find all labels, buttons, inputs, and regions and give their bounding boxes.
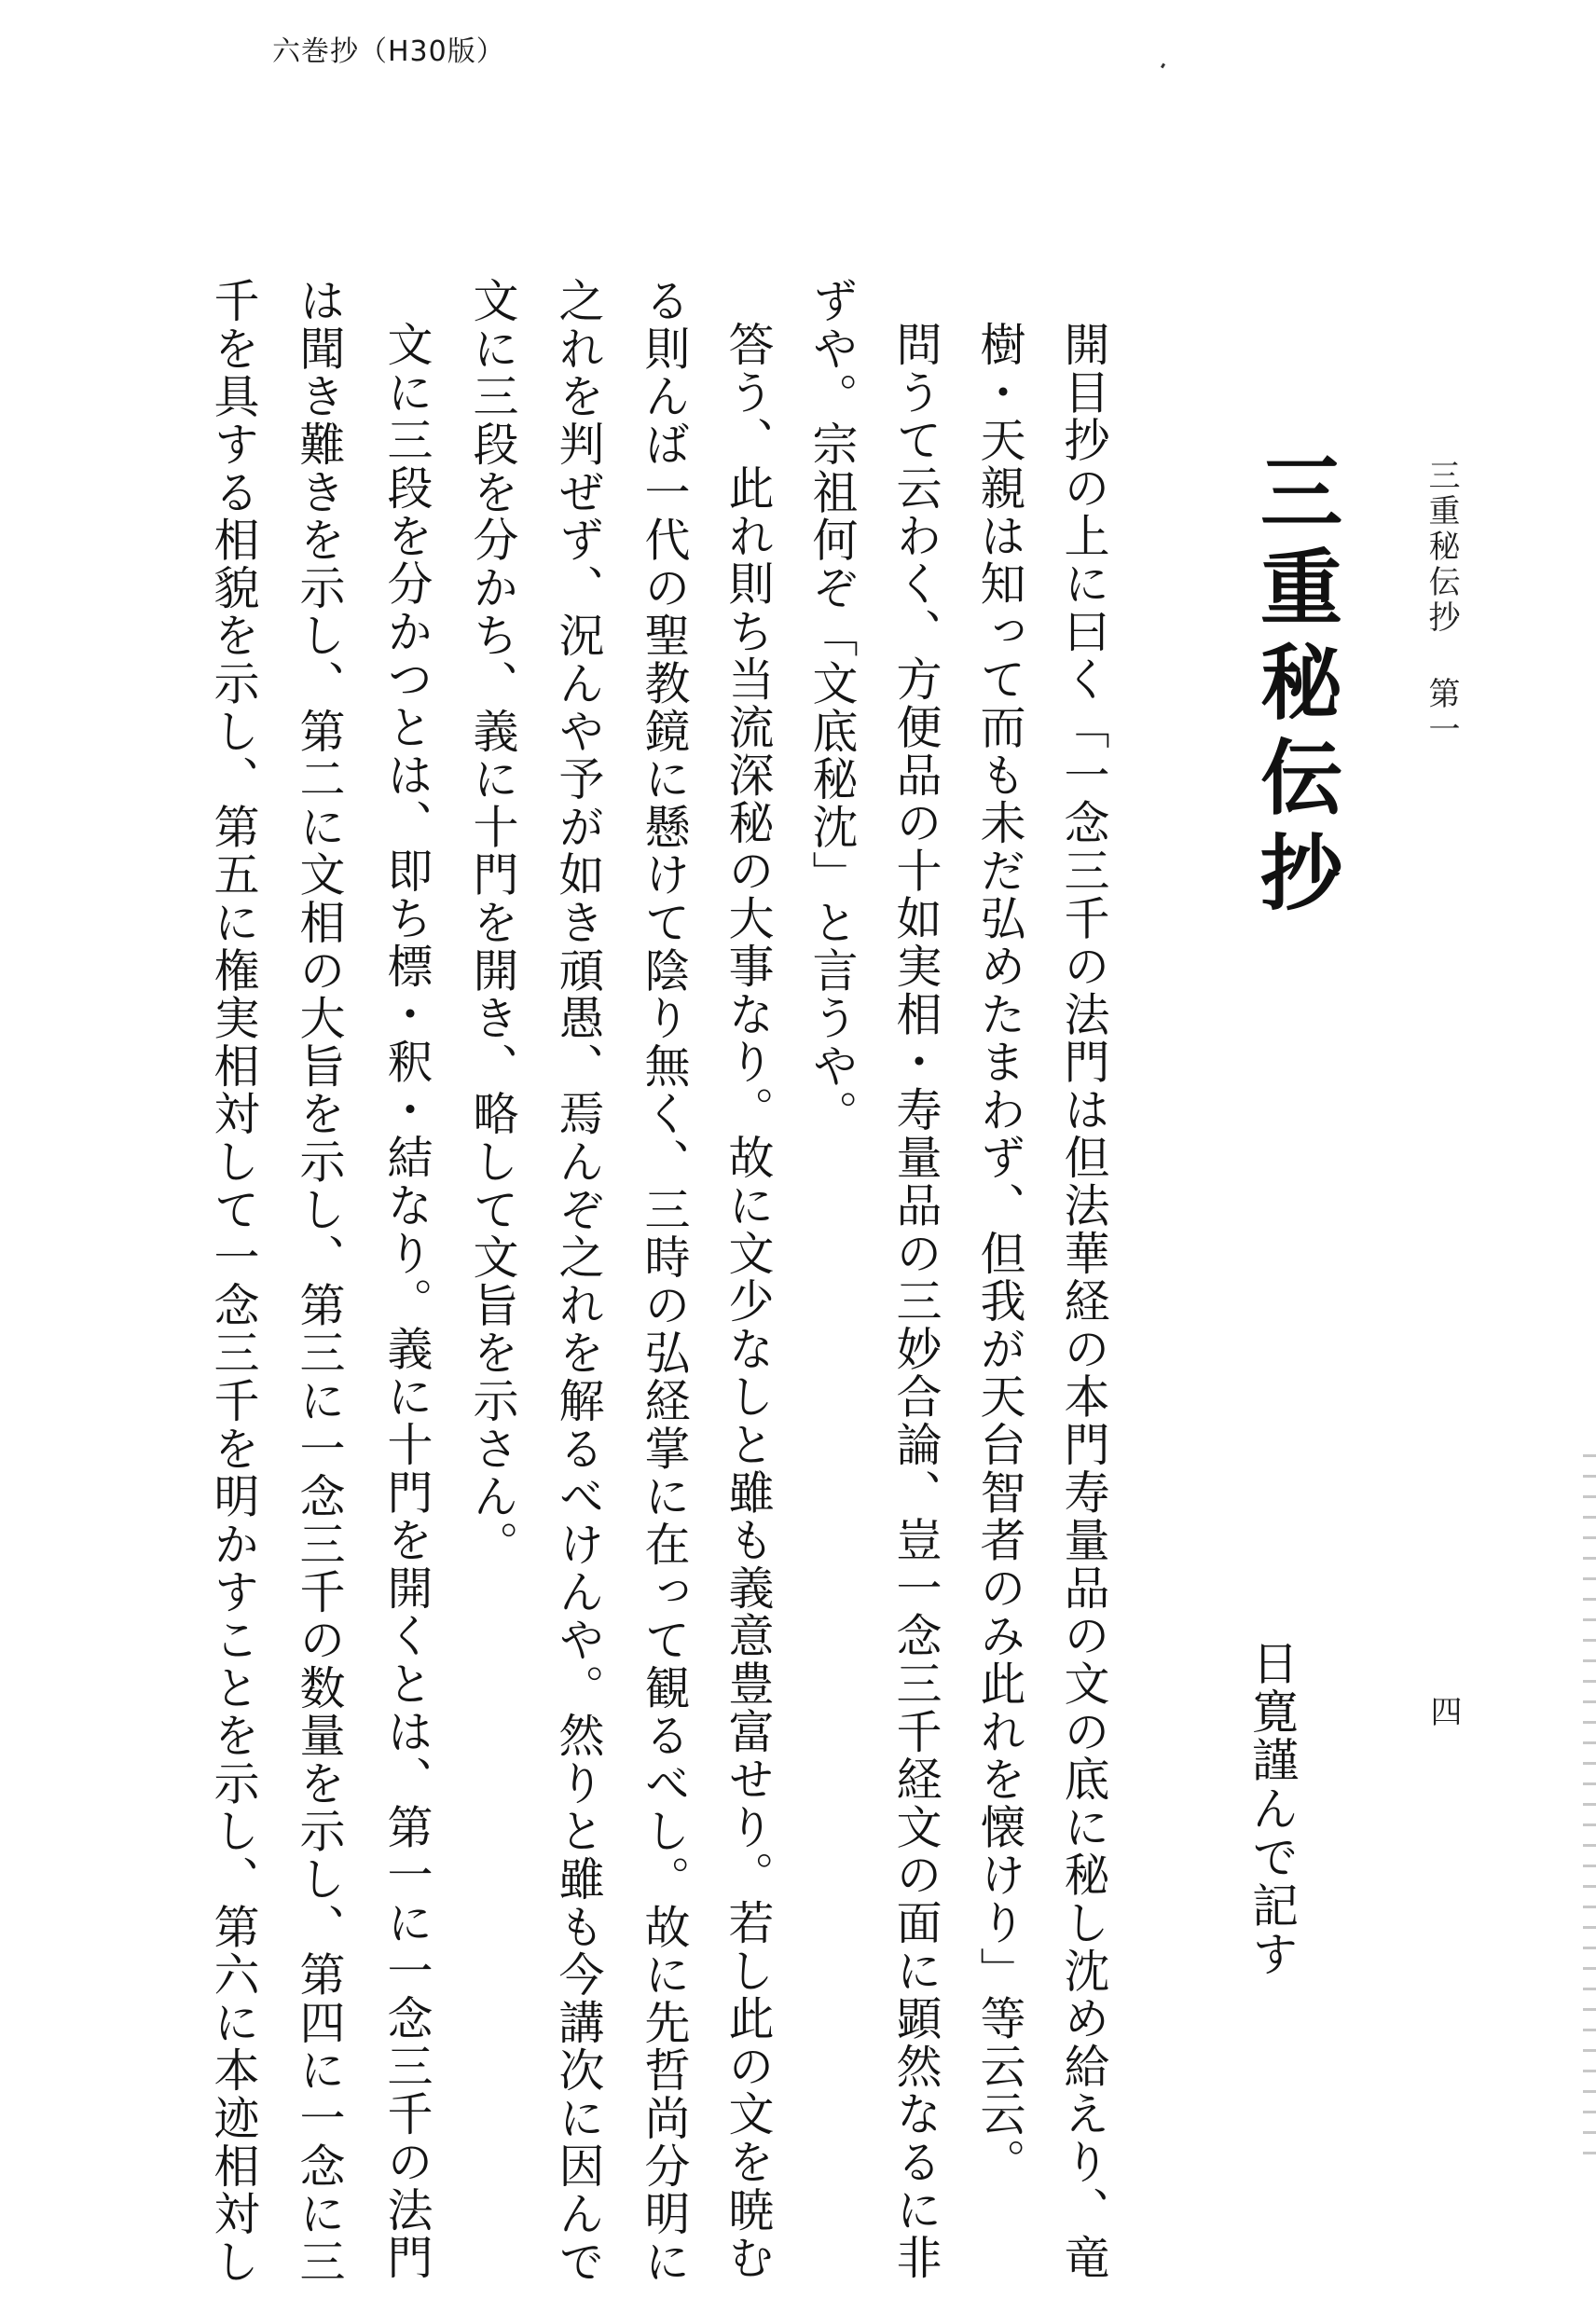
running-head: 三重秘伝抄 第一	[1423, 459, 1460, 748]
page-number: 四	[1424, 1695, 1462, 1727]
body-line: 答う、此れ則ち当流深秘の大事なり。故に文少なしと雖も義意豊富せり。若し此の文を暁む	[722, 321, 775, 2282]
body-line: 樹・天親は知って而も未だ弘めたまわず、但我が天台智者のみ此れを懐けり」等云云。	[973, 321, 1026, 2186]
body-line: 文に三段を分かつとは、即ち標・釈・結なり。義に十門を開くとは、第一に一念三千の法門	[380, 321, 433, 2282]
body-line: る則んば一代の聖教鏡に懸けて陰り無く、三時の弘経掌に在って観るべし。故に先哲尚分明に	[638, 277, 691, 2286]
body-line: 之れを判ぜず、況んや予が如き頑愚、焉んぞ之れを解るべけんや。然りと雖も今講次に因んで	[552, 277, 605, 2286]
scan-speck	[1161, 63, 1165, 69]
chapter-title: 三重秘伝抄	[1247, 449, 1343, 925]
body-line: 文に三段を分かち、義に十門を開き、略して文旨を示さん。	[466, 277, 519, 1569]
body-line: 開目抄の上に曰く「一念三千の法門は但法華経の本門寿量品の文の底に秘し沈め給えり、竜	[1057, 321, 1110, 2282]
author-line: 日寛謹んで記す	[1245, 1639, 1299, 1978]
body-line: 問うて云わく、方便品の十如実相・寿量品の三妙合論、豈一念三千経文の面に顕然なるに非	[889, 321, 942, 2282]
book-header-label: 六巻抄（H30版）	[272, 35, 505, 68]
body-line: 千を具する相貌を示し、第五に権実相対して一念三千を明かすことを示し、第六に本迹相対し	[207, 277, 260, 2286]
body-line: ずや。宗祖何ぞ「文底秘沈」と言うや。	[805, 277, 859, 1138]
scan-edge-marks	[1583, 1454, 1596, 2163]
body-line: は聞き難きを示し、第二に文相の大旨を示し、第三に一念三千の数量を示し、第四に一念に三	[293, 277, 346, 2286]
